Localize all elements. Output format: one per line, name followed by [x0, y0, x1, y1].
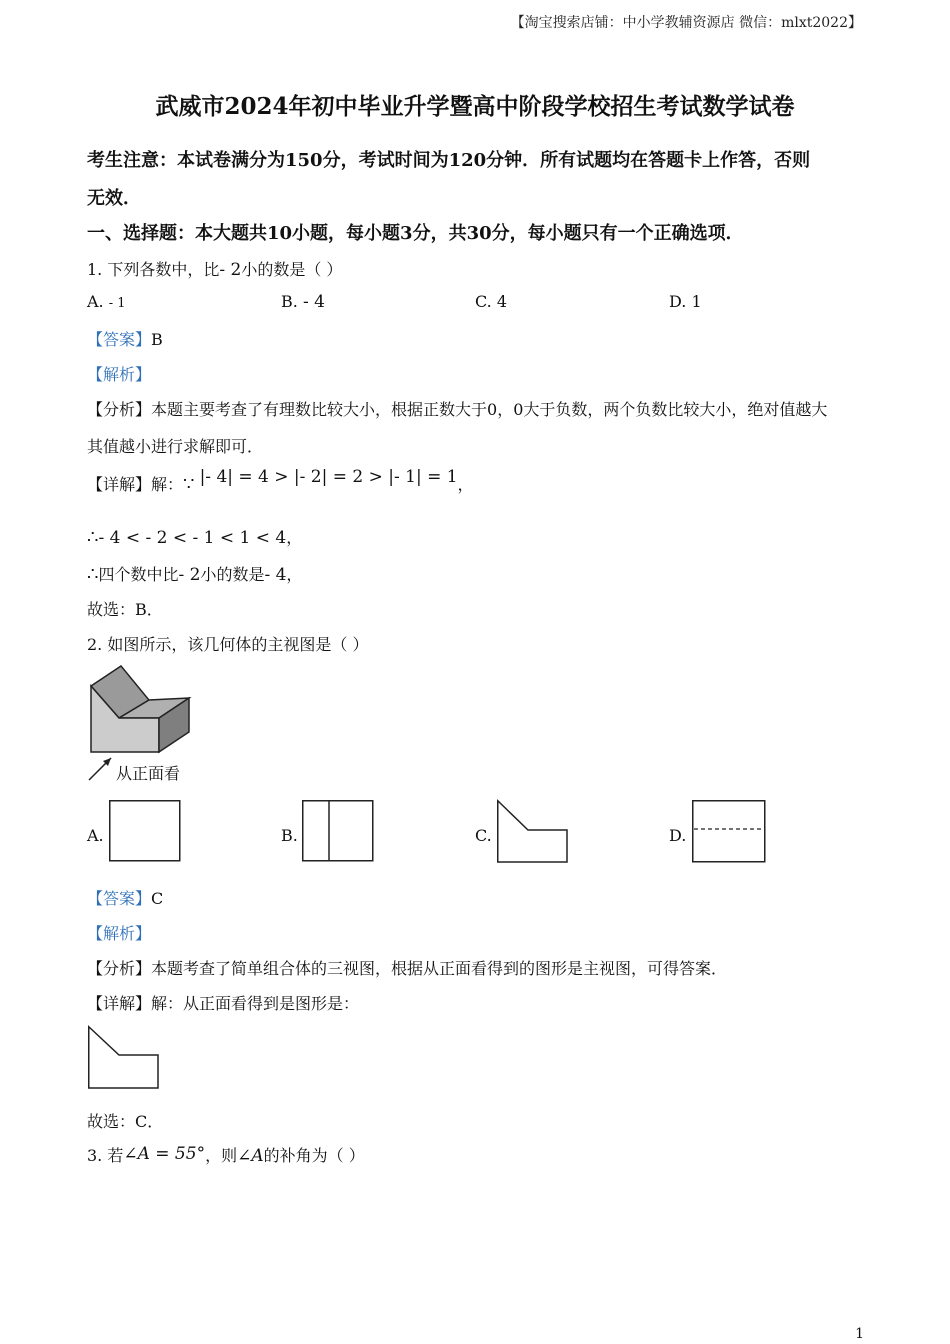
- q1-option-d: D. 1: [669, 292, 702, 311]
- q1-jiexi-tag: 【解析】: [87, 365, 152, 384]
- page-title: 武威市2024年初中毕业升学暨高中阶段学校招生考试数学试卷: [155, 93, 795, 120]
- page-header: 【淘宝搜索店铺：中小学教辅资源店 微信：mlxt2022】: [510, 15, 862, 31]
- q2-option-d-figure: [692, 800, 766, 864]
- q2-option-a-label: A.: [87, 826, 104, 845]
- notice-line-1: 考生注意：本试卷满分为150分，考试时间为120分钟．所有试题均在答题卡上作答，否则: [87, 150, 811, 171]
- q1-answer: 【答案】B: [87, 330, 163, 349]
- q3-stem: 3. 若∠A = 55°，则∠A的补角为（ ）: [87, 1144, 365, 1166]
- q2-option-a-figure: [109, 800, 181, 862]
- q2-option-c-figure: [497, 800, 569, 864]
- q1-inequality-chain: ∴- 4 < - 2 < - 1 < 1 < 4，: [87, 527, 303, 548]
- q2-detail: 【详解】解：从正面看得到是图形是：: [87, 994, 360, 1013]
- q2-answer: 【答案】C: [87, 889, 164, 908]
- q1-option-c: C. 4: [475, 292, 508, 311]
- q2-analysis: 【分析】本题考查了简单组合体的三视图，根据从正面看得到的图形是主视图，可得答案．: [87, 959, 728, 978]
- q2-option-c-label: C.: [475, 826, 492, 845]
- notice-line-2: 无效．: [87, 188, 141, 209]
- q1-option-b: B. - 4: [281, 292, 325, 312]
- q2-option-d-label: D.: [669, 826, 687, 845]
- q1-choice: 故选：B．: [87, 600, 163, 619]
- q1-conclusion: ∴四个数中比- 2小的数是- 4，: [87, 564, 303, 585]
- q2-option-b-figure: [302, 800, 374, 862]
- q1-option-a: A. - 1: [87, 292, 126, 311]
- q1-analysis-line-2: 其值越小进行求解即可．: [87, 437, 264, 456]
- q2-front-view-figure: [88, 1026, 160, 1090]
- q2-option-b-label: B.: [281, 826, 298, 845]
- section-heading: 一、选择题：本大题共10小题，每小题3分，共30分，每小题只有一个正确选项．: [87, 223, 744, 244]
- q1-stem: 1. 下列各数中，比- 2小的数是（ ）: [87, 260, 343, 280]
- q1-analysis-line-1: 【分析】本题主要考查了有理数比较大小，根据正数大于0，0大于负数，两个负数比较大小，绝对值越大: [87, 400, 828, 419]
- q2-view-label: 从正面看: [116, 764, 181, 783]
- q1-detail-line: 【详解】解：∵ |- 4| = 4 > |- 2| = 2 > |- 1| = 1，: [87, 467, 474, 495]
- q2-stem: 2. 如图所示，该几何体的主视图是（ ）: [87, 635, 369, 654]
- page-number: 1: [855, 1326, 864, 1342]
- q2-choice: 故选：C．: [87, 1112, 164, 1131]
- q2-jiexi-tag: 【解析】: [87, 924, 152, 943]
